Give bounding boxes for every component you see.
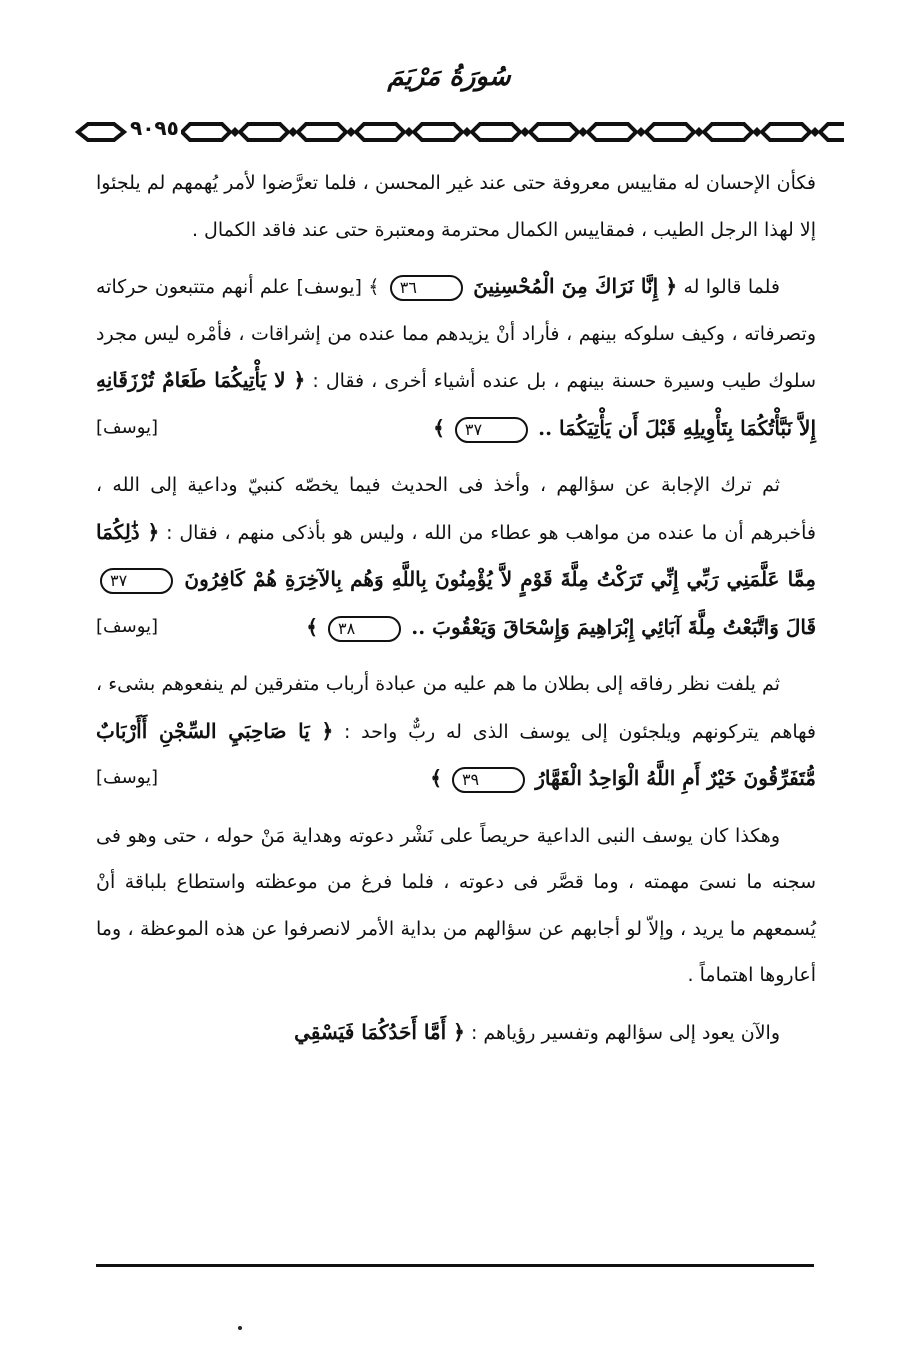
border-link (298, 124, 346, 140)
page-body (96, 160, 816, 1066)
quran-verse: ﴿ ذَٰلِكُمَا مِمَّا عَلَّمَنِي رَبِّي إِنِّي تَرَكْتُ مِلَّةَ قَوْمٍ لاَّ يُؤْمِنُونَ بِاللَّهِ وَهُم بِالآخِرَةِ هُمْ كَافِرُونَ (96, 519, 816, 591)
paragraph-4 (96, 661, 816, 803)
text: ثم ترك الإجابة عن سؤالهم ، وأخذ فى الحديث فيما يخصّه كنبيّ وداعية إلى الله ، فأخبرهم أن ما عنده من مواهب هو عطاء من الله ، وليس هو بأذكى منهم ، فقال : (96, 474, 816, 544)
border-diamond (462, 127, 472, 137)
quran-verse: قَالَ وَاتَّبَعْتُ مِلَّةَ آبَائِي إِبْرَاهِيمَ وَإِسْحَاقَ وَيَعْقُوبَ .. (411, 614, 816, 639)
border-diamond (694, 127, 704, 137)
sura-title: سُورَةُ مَرْيَمَ (387, 62, 511, 92)
verse-source: [يوسف] (96, 615, 159, 637)
border-link (820, 124, 844, 140)
paragraph-6 (96, 1009, 816, 1057)
ayah-number: ٣٧ (455, 417, 528, 443)
border-link (414, 124, 462, 140)
border-link (530, 124, 578, 140)
verse-close: ﴾ (433, 415, 445, 440)
border-link (356, 124, 404, 140)
page-number: ٩٠٩٥ (130, 116, 179, 140)
verse-close: ﴾ [يوسف] (296, 276, 380, 298)
paragraph-3 (96, 462, 816, 651)
text: ثم يلفت نظر رفاقه إلى بطلان ما هم عليه من عبادة أرباب متفرقين لم ينفعوهم بشىء ، فهاهم يتركونهم ويلجئون إلى يوسف الذى له ربٌّ واحد : (96, 673, 816, 743)
ayah-number: ٣٩ (452, 767, 525, 793)
border-link (704, 124, 752, 140)
border-diamond (520, 127, 530, 137)
verse-source: [يوسف] (96, 416, 159, 438)
ayah-number: ٣٧ (100, 568, 173, 594)
ayah-number: ٣٨ (328, 616, 401, 642)
text: فلما قالوا له (683, 276, 780, 298)
print-speck (238, 1326, 242, 1330)
verse-source: [يوسف] (96, 767, 159, 788)
paragraph-5: وهكذا كان يوسف النبى الداعية حريصاً على نَشْر دعوته وهداية مَنْ حوله ، حتى وهو فى سجنه ما نسىَ مهمته ، وما قصَّر فى دعوته ، فلما فرغ من موعظته واستطاع بلباقة أنْ يُسمعهم ما يريد ، وإلاّ لو أجابهم عن سؤالهم من بداية الأمر لانصرفوا عن هذه الموعظة ، وما أعاروها اهتماماً . (96, 824, 816, 986)
quran-verse: ﴿ أَمَّا أَحَدُكُمَا فَيَسْقِي (294, 1019, 465, 1044)
ornamental-border (74, 118, 844, 146)
border-link (182, 124, 230, 140)
paragraph-2 (96, 263, 816, 452)
border-diamond (578, 127, 588, 137)
quran-verse: ﴿ لا يَأْتِيكُمَا طَعَامٌ تُرْزَقَانِهِ إِلاَّ نَبَّأْتُكُمَا بِتَأْوِيلِهِ قَبْلَ أَن يَأْتِيَكُمَا .. (96, 368, 816, 440)
border-link (240, 124, 288, 140)
quran-verse: ﴿ إِنَّا نَرَاكَ مِنَ الْمُحْسِنِينَ (473, 274, 678, 298)
border-diamond (346, 127, 356, 137)
border-diamond (288, 127, 298, 137)
border-link (472, 124, 520, 140)
verse-close: ﴾ (430, 766, 442, 790)
border-diamond (810, 127, 820, 137)
border-link (762, 124, 810, 140)
border-diamond (230, 127, 240, 137)
verse-close: ﴾ (306, 614, 318, 639)
text: علم أنهم متتبعون حركاته وتصرفاته ، وكيف سلوكه بينهم ، فأراد أنْ يزيدهم مما عنده من إشراقات ، فأمْره ليس مجرد سلوك طيب وسيرة حسنة بينهم ، بل عنده أشياء أخرى ، فقال : (96, 276, 817, 392)
border-diamond (636, 127, 646, 137)
paragraph-1: فكأن الإحسان له مقاييس معروفة حتى عند غير المحسن ، فلما تعرَّضوا لأمر يُهمهم لم يلجئوا إلا لهذا الرجل الطيب ، فمقاييس الكمال محترمة ومعتبرة حتى عند فاقد الكمال . (96, 172, 816, 241)
ayah-number: ٣٦ (390, 275, 463, 301)
border-diamond (752, 127, 762, 137)
quran-verse: ﴿ يَا صَاحِبَيِ السِّجْنِ أَأَرْبَابٌ مُّتَفَرِّقُونَ خَيْرٌ أَمِ اللَّهُ الْوَاحِدُ الْقَهَّارُ (96, 718, 816, 790)
border-link (646, 124, 694, 140)
border-link (588, 124, 636, 140)
footer-rule (96, 1264, 814, 1267)
text: والآن يعود إلى سؤالهم وتفسير رؤياهم : (470, 1021, 780, 1044)
border-diamond (404, 127, 414, 137)
